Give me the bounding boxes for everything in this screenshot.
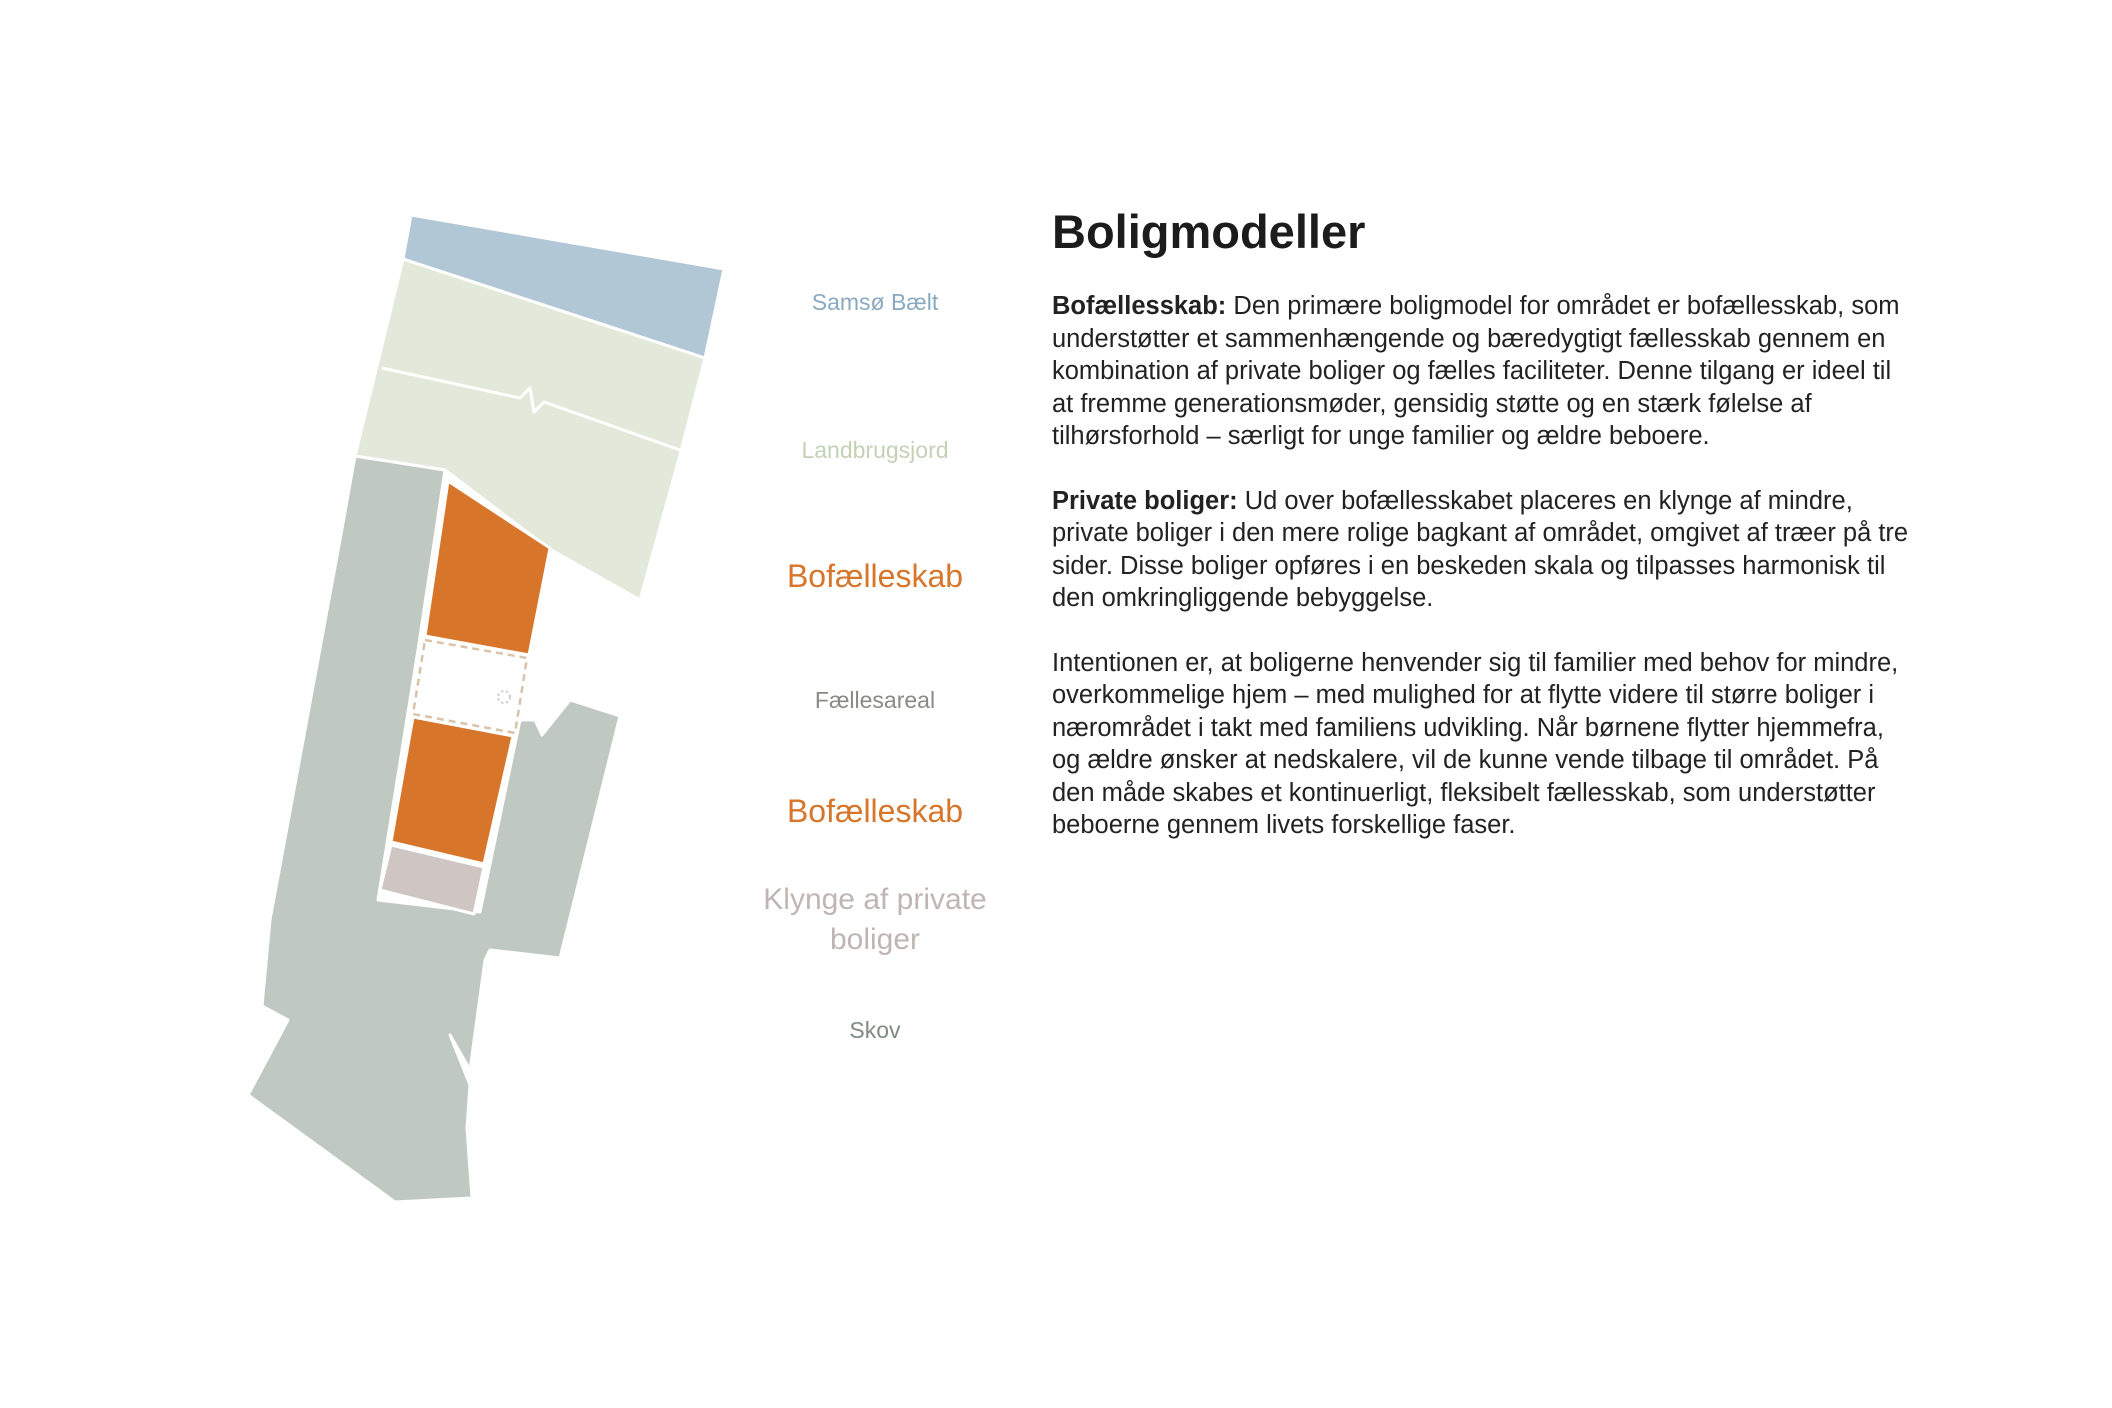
paragraph-intentionen <box>1052 647 1912 842</box>
paragraph-body: Den primære boligmodel for området er bofællesskab, som understøtter et sammenhængende og bæredygtigt fællesskab gennem en kombination af private boliger og fælles faciliteter. Denne tilgang er ideel til at fremme generationsmøder, gensidig støtte og en stærk følelse af tilhørsforhold – særligt for unge familier og ældre beboere. <box>1052 292 1900 450</box>
legend-label-skov: Skov <box>849 1017 901 1043</box>
legend-label-samso-baelt: Samsø Bælt <box>811 289 939 315</box>
paragraph-lead: Bofællesskab: <box>1052 292 1227 320</box>
paragraph-private-boliger <box>1052 485 1912 615</box>
paragraph-body: Intentionen er, at boligerne henvender sig til familier med behov for mindre, overkommelige hjem – med mulighed for at flytte videre til større boliger i nærområdet i takt med familiens udvikling. Når børnene flytter hjemmefra, og ældre ønsker at nedskalere, vil de kunne vende tilbage til området. På den måde skabes et kontinuerligt, fleksibelt fællesskab, som understøtter beboerne gennem livets forskellige faser. <box>1052 648 1899 839</box>
paragraph-body: Ud over bofællesskabet placeres en klynge af mindre, private boliger i den mere rolige bagkant af området, omgivet af træer på tre sider. Disse boliger opføres i en beskeden skala og tilpasses harmonisk til den omkringliggende bebyggelse. <box>1052 486 1909 612</box>
page-title: Boligmodeller <box>1052 205 1366 258</box>
paragraph-bofaellesskab <box>1052 290 1912 453</box>
legend-label-bofaelleskab-2: Bofælleskab <box>786 793 964 829</box>
legend-label-bofaelleskab-1: Bofælleskab <box>786 558 964 594</box>
legend-label-klynge-private-boliger: Klynge af private boliger <box>763 883 987 956</box>
legend-label-landbrugsjord: Landbrugsjord <box>801 437 949 463</box>
paragraph-lead: Private boliger: <box>1052 486 1238 515</box>
legend-label-faellesareal: Fællesareal <box>814 687 936 713</box>
description-panel <box>1052 202 1912 874</box>
